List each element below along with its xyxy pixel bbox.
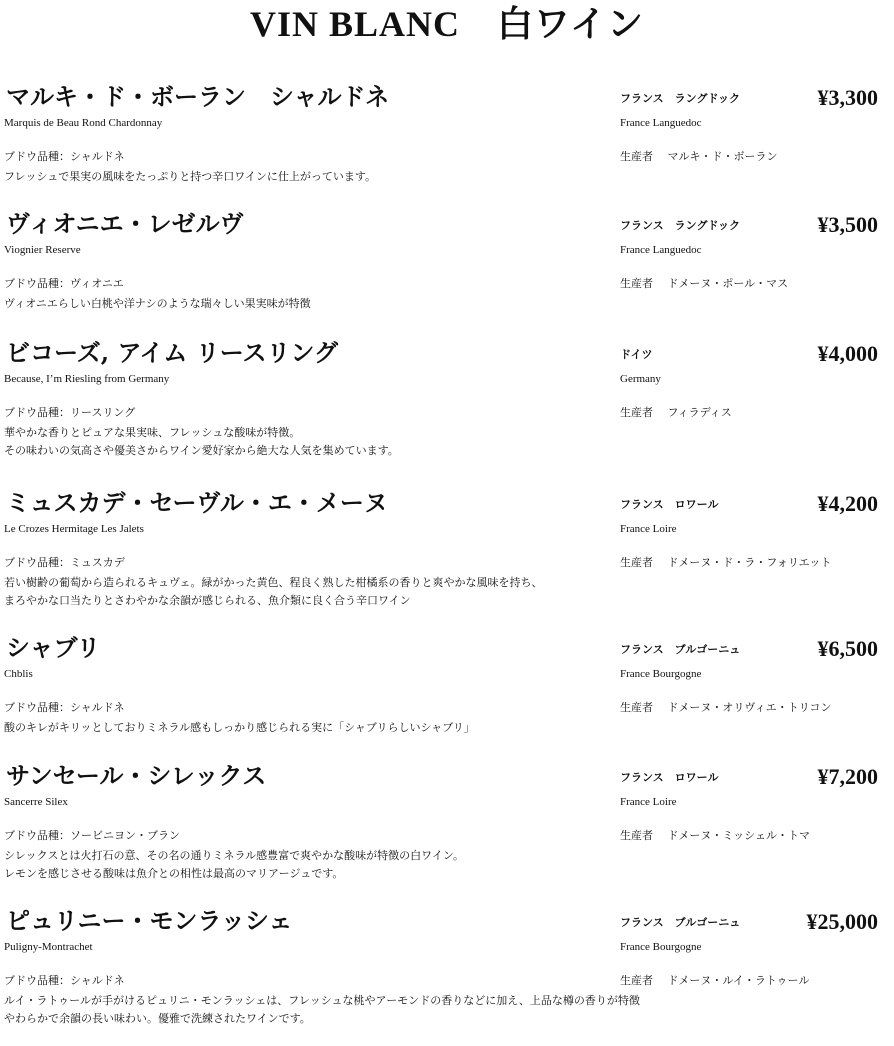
wine-name: シャブリ	[6, 633, 101, 662]
wine-region-english: France Languedoc	[620, 244, 702, 256]
wine-description	[4, 574, 624, 610]
wine-price: ¥3,300	[817, 85, 878, 110]
wine-item	[0, 209, 894, 349]
wine-name-english: Le Crozes Hermitage Les Jalets	[4, 523, 144, 535]
wine-region-english: France Languedoc	[620, 117, 702, 129]
grape-variety: ブドウ品種：ヴィオニエ	[4, 277, 124, 290]
wine-producer: 生産者 マルキ・ド・ボーラン	[620, 150, 778, 163]
wine-description	[4, 168, 624, 186]
wine-name: ピュリニー・モンラッシェ	[6, 906, 293, 935]
wine-producer: 生産者 ドメーヌ・ミッシェル・トマ	[620, 829, 810, 842]
wine-region-english: France Loire	[620, 523, 677, 535]
wine-name-english: Sancerre Silex	[4, 796, 68, 808]
wine-item	[0, 761, 894, 901]
grape-variety: ブドウ品種：ミュスカデ	[4, 556, 125, 569]
wine-description	[4, 424, 624, 460]
description-line: 華やかな香りとピュアな果実味、フレッシュな酸味が特徴。	[4, 426, 301, 439]
description-line: レモンを感じさせる酸味は魚介との相性は最高のマリアージュです。	[4, 867, 344, 880]
wine-description	[4, 295, 624, 313]
wine-name-english: Viognier Reserve	[4, 244, 81, 256]
wine-name-english: Marquis de Beau Rond Chardonnay	[4, 117, 163, 129]
description-line: ルイ・ラトゥールが手がけるピュリニ・モンラッシェは、フレッシュな桃やアーモンドの香りなどに加え、上品な樽の香りが特徴	[4, 994, 640, 1007]
grape-variety: ブドウ品種：シャルドネ	[4, 974, 125, 987]
wine-price: ¥7,200	[817, 764, 878, 789]
wine-item	[0, 906, 894, 1046]
wine-name: ビコーズ, アイム リースリング	[6, 338, 339, 367]
page-title: VIN BLANC 白ワイン	[250, 4, 644, 44]
wine-region-english: France Bourgogne	[620, 941, 702, 953]
wine-region: フランス ブルゴーニュ	[620, 643, 741, 656]
wine-item	[0, 633, 894, 773]
description-line: シレックスとは火打石の意、その名の通りミネラル感豊富で爽やかな酸味が特徴の白ワイン。	[4, 849, 464, 862]
description-line: ヴィオニエらしい白桃や洋ナシのような瑞々しい果実味が特徴	[4, 297, 311, 310]
wine-description	[4, 719, 624, 737]
wine-producer: 生産者 ドメーヌ・ポール・マス	[620, 277, 789, 290]
wine-region: フランス ラングドック	[620, 219, 741, 232]
wine-name-english: Chblis	[4, 668, 33, 680]
grape-variety: ブドウ品種：シャルドネ	[4, 150, 125, 163]
wine-region-english: Germany	[620, 373, 661, 385]
wine-region: ドイツ	[620, 348, 653, 361]
grape-variety: ブドウ品種：シャルドネ	[4, 701, 125, 714]
wine-item	[0, 338, 894, 478]
wine-region-english: France Loire	[620, 796, 677, 808]
wine-producer: 生産者 ドメーヌ・オリヴィエ・トリコン	[620, 701, 832, 714]
wine-producer: 生産者 ドメーヌ・ド・ラ・フォリエット	[620, 556, 832, 569]
wine-price: ¥3,500	[817, 212, 878, 237]
wine-price: ¥4,000	[817, 341, 878, 366]
wine-name-english: Puligny-Montrachet	[4, 941, 93, 953]
description-line: 酸のキレがキリッとしておりミネラル感もしっかり感じられる実に「シャブリらしいシャブリ」	[4, 721, 475, 734]
wine-price: ¥25,000	[806, 909, 878, 934]
grape-variety: ブドウ品種：ソービニヨン・ブラン	[4, 829, 180, 842]
grape-variety: ブドウ品種：リースリング	[4, 406, 136, 419]
wine-price: ¥6,500	[817, 636, 878, 661]
wine-producer: 生産者 フィラディス	[620, 406, 732, 419]
description-line: 若い樹齢の葡萄から造られるキュヴェ。緑がかった黄色、程良く熟した柑橘系の香りと爽やかな風味を持ち、	[4, 576, 543, 589]
description-line: その味わいの気高さや優美さからワイン愛好家から絶大な人気を集めています。	[4, 444, 399, 457]
wine-region: フランス ロワール	[620, 498, 719, 511]
wine-region: フランス ラングドック	[620, 92, 741, 105]
description-line: フレッシュで果実の風味をたっぷりと持つ辛口ワインに仕上がっています。	[4, 170, 377, 183]
wine-name: ミュスカデ・セーヴル・エ・メーヌ	[6, 488, 388, 517]
wine-region: フランス ブルゴーニュ	[620, 916, 741, 929]
wine-name: マルキ・ド・ボーラン シャルドネ	[6, 82, 390, 111]
wine-region: フランス ロワール	[620, 771, 719, 784]
wine-name-english: Because, I’m Riesling from Germany	[4, 373, 170, 385]
wine-name: サンセール・シレックス	[6, 761, 267, 790]
wine-description	[4, 992, 640, 1028]
wine-price: ¥4,200	[817, 491, 878, 516]
wine-name: ヴィオニエ・レゼルヴ	[6, 209, 244, 238]
wine-description	[4, 847, 624, 883]
description-line: まろやかな口当たりとさわやかな余韻が感じられる、魚介類に良く合う辛口ワイン	[4, 594, 411, 607]
wine-item	[0, 82, 894, 222]
wine-item	[0, 488, 894, 628]
wine-region-english: France Bourgogne	[620, 668, 702, 680]
description-line: やわらかで余韻の長い味わい。優雅で洗練されたワインです。	[4, 1012, 311, 1025]
wine-producer: 生産者 ドメーヌ・ルイ・ラトゥール	[620, 974, 810, 987]
